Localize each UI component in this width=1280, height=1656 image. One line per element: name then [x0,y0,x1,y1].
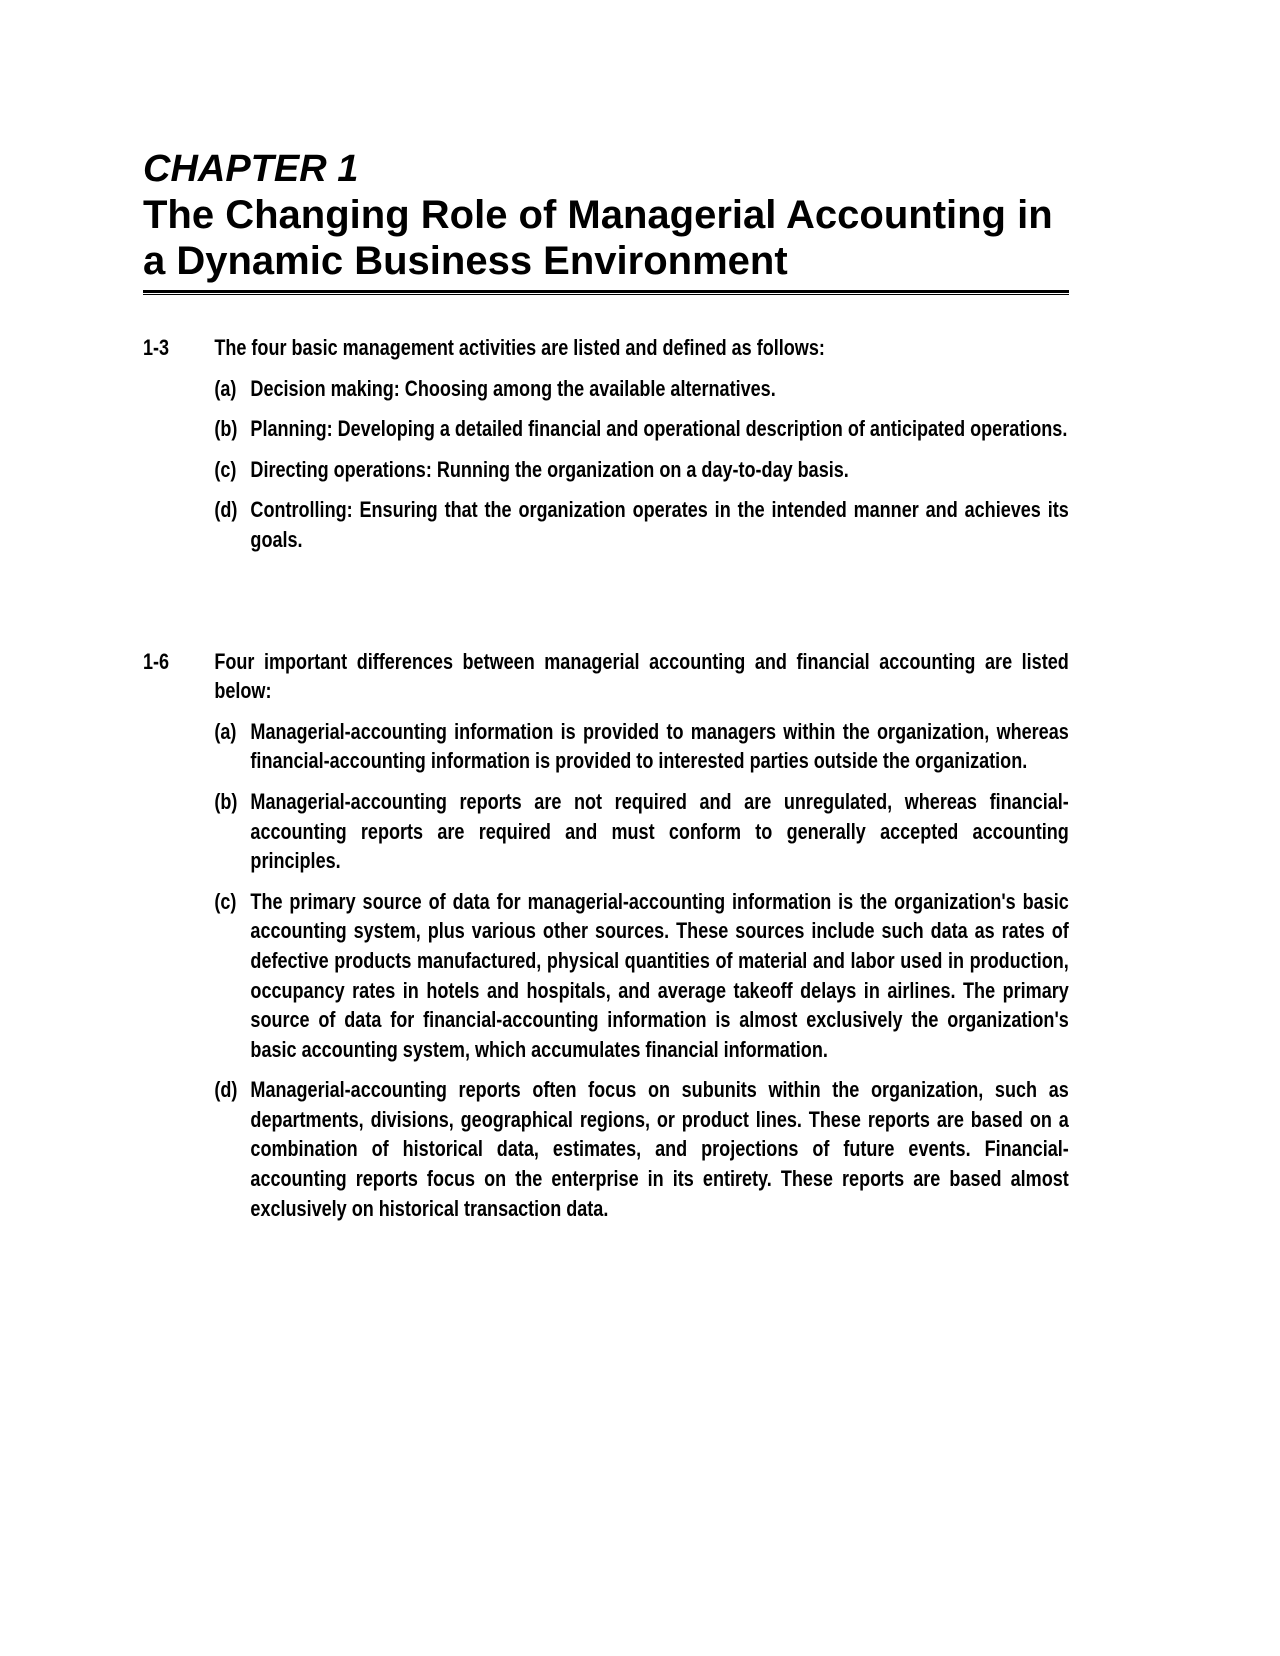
list-item [214,495,1068,554]
item-text: Planning: Developing a detailed financial and operational description of anticipated operations. [250,416,1068,442]
item-text: Managerial-accounting reports are not required and are unregulated, whereas financial-accounting reports are required and must conform to generally accepted accounting principles. [250,788,1069,874]
item-text: Managerial-accounting information is provided to managers within the organization, whereas financial-accounting information is provided to interested parties outside the organization. [250,718,1069,774]
item-label: (a) [214,718,237,744]
chapter-number: CHAPTER 1 [143,148,359,190]
item-label: (a) [214,375,237,401]
list-item [214,374,1068,404]
answer-list [214,717,1068,1224]
item-label: (d) [214,497,238,523]
item-label: (c) [214,888,237,914]
question-text: Four important differences between managerial accounting and financial accounting are listed below: [214,648,1069,704]
chapter-title-line-1: The Changing Role of Managerial Accounting in [143,193,1053,237]
list-item [214,787,1068,876]
list-item [214,717,1068,776]
item-text: Managerial-accounting reports often focus on subunits within the organization, such as departments, divisions, geographical regions, or product lines. These reports are based on a combination of historical data, estimates, and projections of future events. Financial-accounting reports focus on the enterprise in its entirety. These reports are based almost exclusively on historical transaction data. [250,1077,1069,1221]
heading-divider [143,290,1069,295]
question-1-3 [143,333,1069,555]
question-text: The four basic management activities are listed and defined as follows: [214,335,825,360]
list-item [214,1075,1068,1223]
item-text: Controlling: Ensuring that the organization operates in the intended manner and achieves its goals. [250,497,1069,552]
item-label: (b) [214,416,238,442]
document-body [143,333,1069,1234]
item-text: Directing operations: Running the organization on a day-to-day basis. [250,456,849,482]
list-item [214,455,1068,485]
chapter-heading [143,146,1069,295]
item-text: The primary source of data for managerial-accounting information is the organization's basic accounting system, plus various other sources. These sources include such data as rates of defective products manufactured, physical quantities of material and labor used in production, occupancy rates in hotels and hospitals, and average takeoff delays in airlines. The primary source of data for financial-accounting information is almost exclusively the organization's basic accounting system, which accumulates financial information. [250,888,1069,1062]
item-label: (d) [214,1077,238,1103]
item-label: (b) [214,788,238,814]
list-item [214,414,1068,444]
question-number: 1-6 [143,648,170,674]
chapter-title-line-2: a Dynamic Business Environment [143,239,788,283]
question-1-6 [143,647,1069,1224]
item-label: (c) [214,456,237,482]
list-item [214,887,1068,1065]
question-number: 1-3 [143,335,170,360]
item-text: Decision making: Choosing among the available alternatives. [250,375,776,401]
answer-list [214,374,1068,555]
